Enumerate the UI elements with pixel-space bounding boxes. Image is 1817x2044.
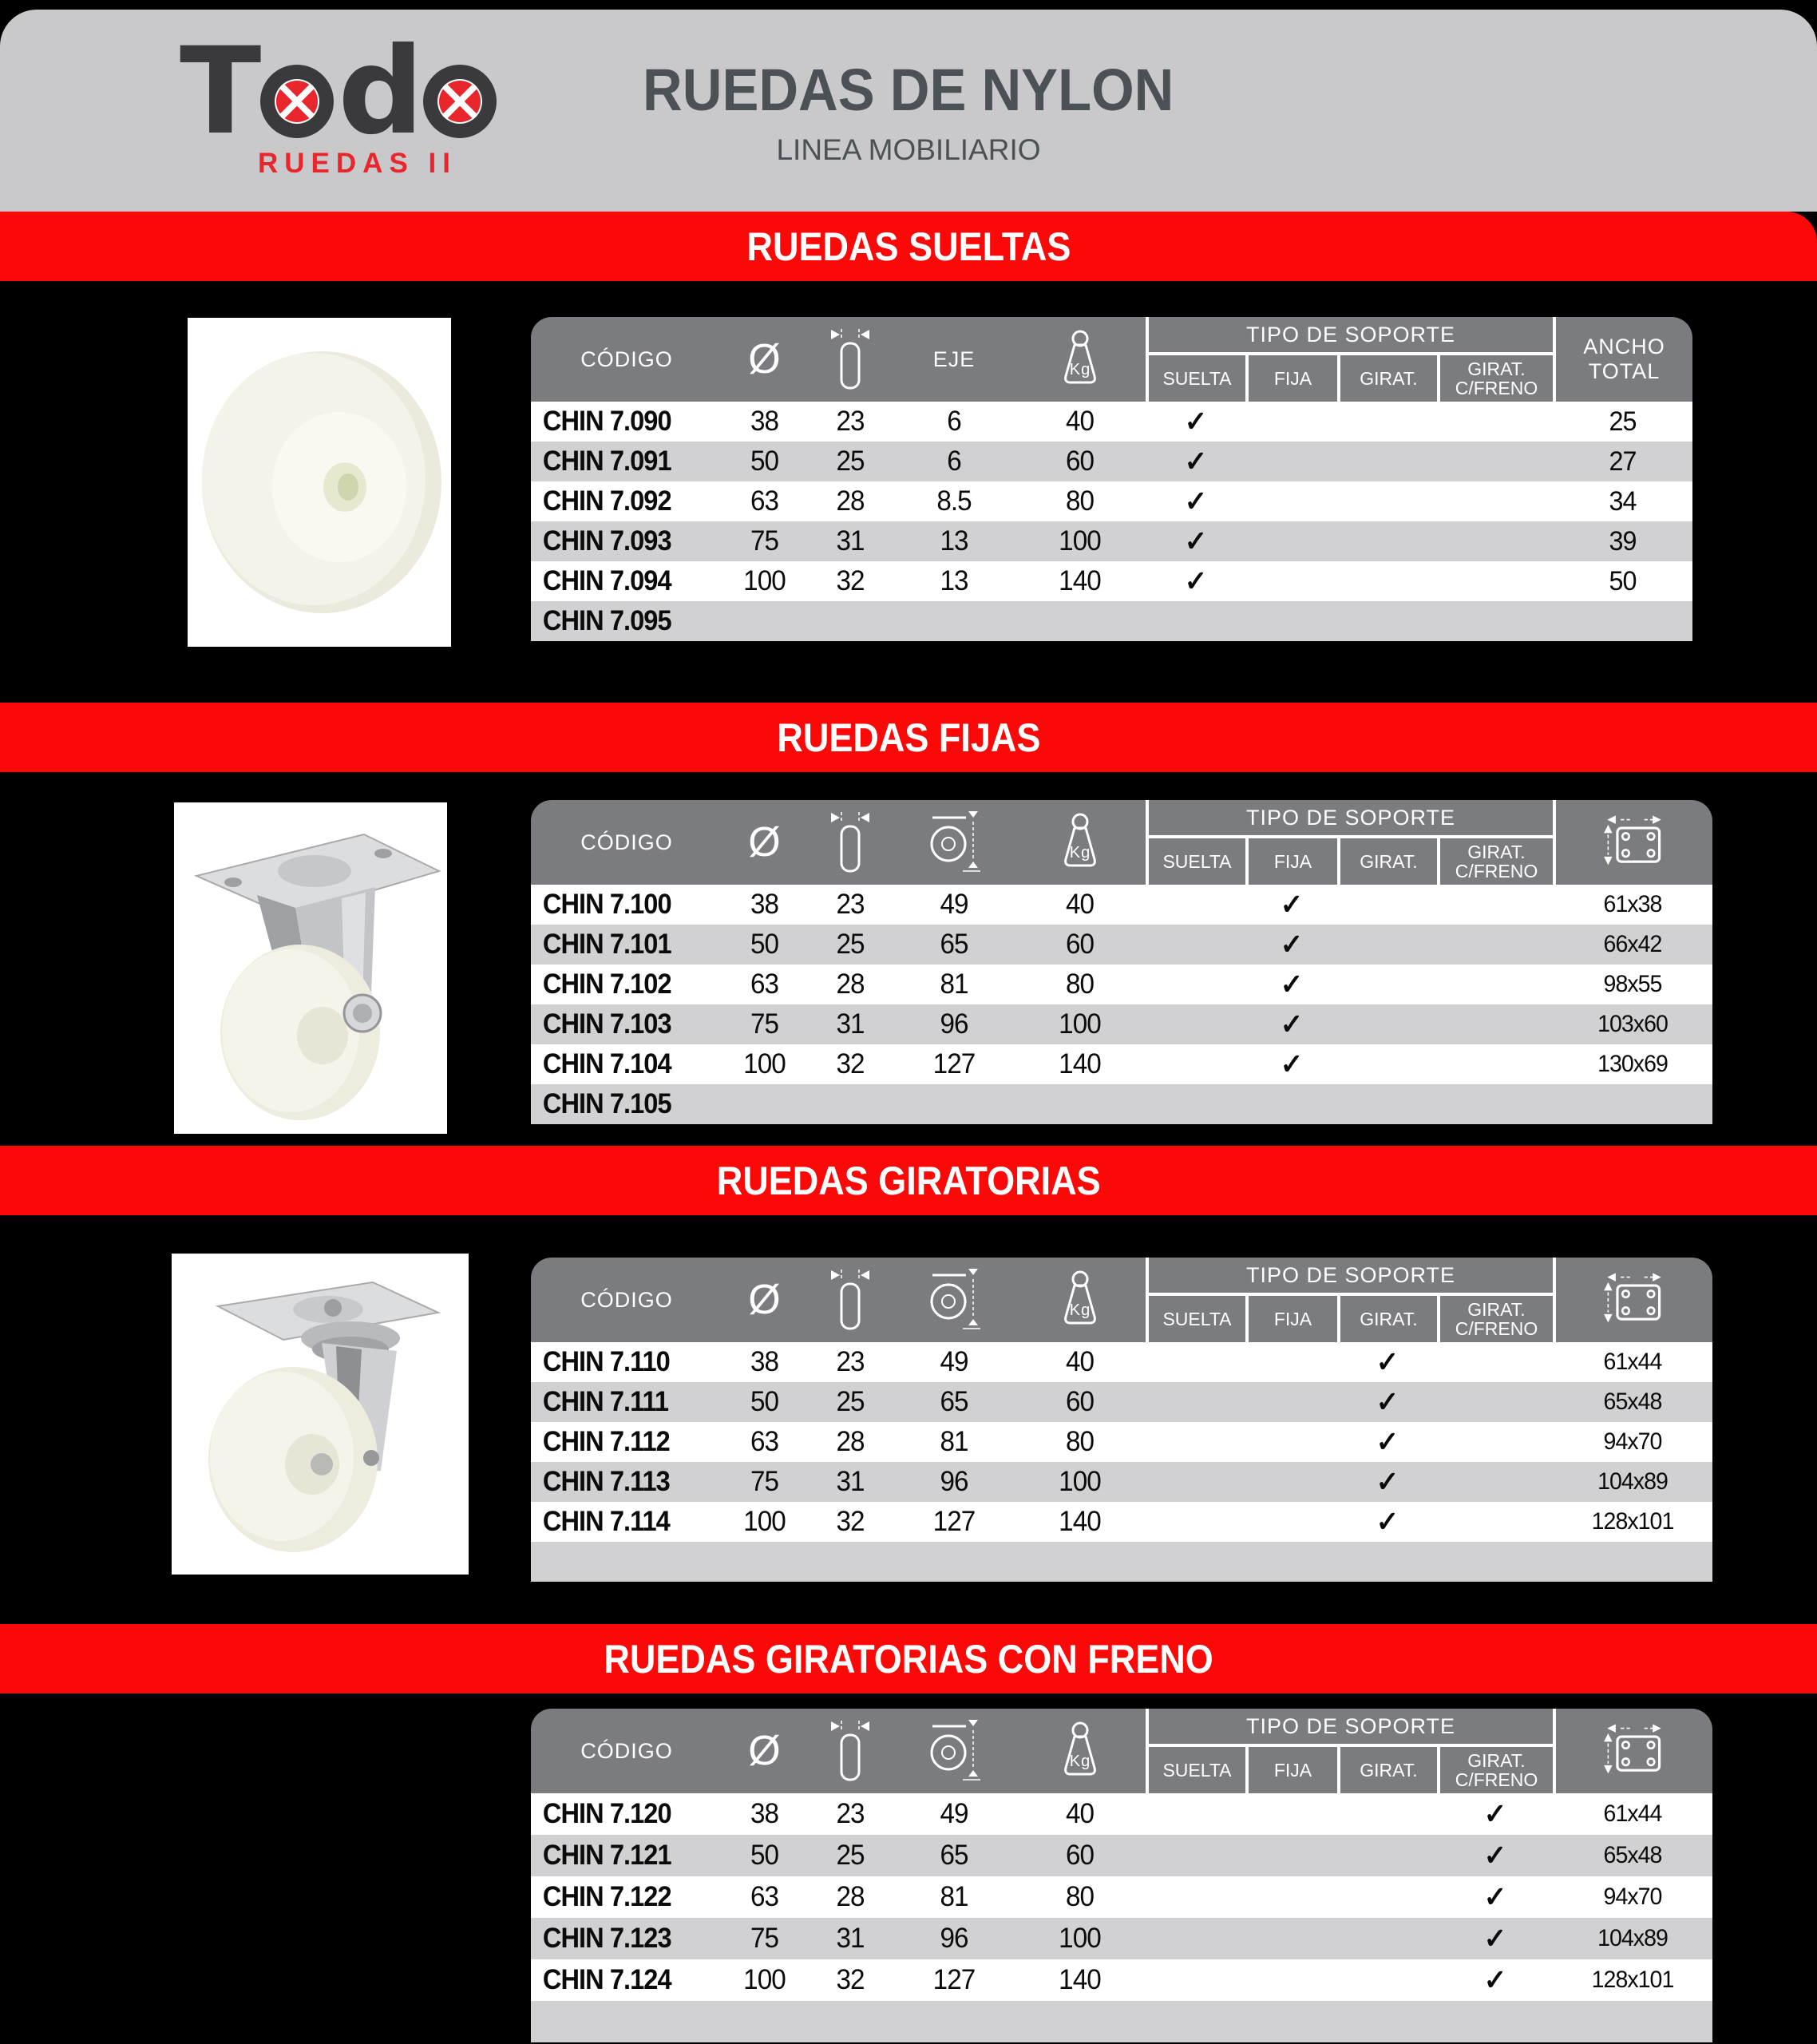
table-row bbox=[531, 1918, 1712, 1959]
value-cell: 75 bbox=[750, 1466, 779, 1497]
value-cell: 31 bbox=[836, 1008, 865, 1040]
table-row bbox=[531, 885, 1712, 925]
column-header-fija: FIJA bbox=[1245, 355, 1337, 402]
code-cell: CHIN 7.121 bbox=[542, 1840, 671, 1871]
column-header-diameter: Ø bbox=[748, 819, 781, 866]
value-cell: 28 bbox=[836, 969, 865, 1000]
value-cell: 6 bbox=[947, 446, 961, 477]
value-cell: 25 bbox=[836, 1386, 865, 1417]
value-cell: 100 bbox=[743, 1964, 786, 1995]
table-ruedas-giratorias bbox=[531, 1258, 1712, 1582]
value-cell: 6 bbox=[947, 406, 961, 437]
table-ruedas-fijas bbox=[531, 800, 1712, 1124]
value-cell: 50 bbox=[750, 446, 779, 477]
code-cell: CHIN 7.101 bbox=[542, 929, 671, 960]
column-header-load bbox=[1014, 800, 1146, 885]
support-check-cell: ✓ bbox=[1184, 445, 1207, 477]
table-row bbox=[531, 1876, 1712, 1918]
mounting-height-icon bbox=[928, 810, 980, 874]
dimension-cell: 103x60 bbox=[1597, 1011, 1668, 1037]
value-cell: 127 bbox=[932, 1048, 976, 1079]
code-cell: CHIN 7.095 bbox=[542, 605, 671, 636]
column-header-load bbox=[1014, 1709, 1146, 1793]
value-cell: 23 bbox=[836, 1798, 865, 1829]
column-header-width bbox=[806, 317, 894, 402]
value-cell: 100 bbox=[743, 565, 786, 596]
table-ruedas-sueltas bbox=[531, 317, 1692, 641]
column-header-ancho-total bbox=[1553, 317, 1692, 402]
load-capacity-icon bbox=[1055, 1720, 1106, 1782]
dimension-cell: 25 bbox=[1609, 406, 1637, 437]
value-cell: 49 bbox=[940, 1346, 968, 1377]
section-banner-ruedas-fijas bbox=[0, 703, 1817, 772]
code-cell: CHIN 7.112 bbox=[542, 1426, 670, 1457]
value-cell: 81 bbox=[940, 1426, 968, 1457]
value-cell: 38 bbox=[750, 406, 779, 437]
column-header-girat: GIRAT. bbox=[1337, 1747, 1437, 1793]
dimension-cell: 94x70 bbox=[1603, 1884, 1662, 1910]
table-row bbox=[531, 1084, 1712, 1124]
value-cell: 140 bbox=[1059, 1964, 1101, 1995]
column-header-width bbox=[806, 800, 894, 885]
dimension-cell: 61x44 bbox=[1603, 1800, 1662, 1827]
table-row bbox=[531, 1422, 1712, 1462]
value-cell: 60 bbox=[1065, 1386, 1095, 1417]
dimension-cell: 66x42 bbox=[1603, 931, 1662, 957]
value-cell: 50 bbox=[750, 1840, 779, 1871]
table-row bbox=[531, 1462, 1712, 1502]
column-header-suelta: SUELTA bbox=[1146, 1747, 1245, 1793]
column-header-suelta: SUELTA bbox=[1146, 355, 1245, 402]
support-check-cell: ✓ bbox=[1483, 1963, 1506, 1996]
value-cell: 25 bbox=[836, 929, 865, 960]
value-cell: 25 bbox=[836, 1840, 865, 1871]
table-body bbox=[531, 885, 1712, 1124]
column-header-suelta: SUELTA bbox=[1146, 1296, 1245, 1342]
support-check-cell: ✓ bbox=[1376, 1505, 1399, 1538]
value-cell: 81 bbox=[940, 969, 968, 1000]
table-header bbox=[531, 317, 1692, 402]
value-cell: 75 bbox=[750, 525, 779, 557]
table-row bbox=[531, 1044, 1712, 1084]
column-header-girat-freno-line2: C/FRENO bbox=[1455, 378, 1538, 398]
wheel-width-icon bbox=[829, 1719, 871, 1783]
product-photo-loose-wheel bbox=[188, 318, 451, 647]
value-cell: 32 bbox=[836, 565, 865, 596]
code-cell: CHIN 7.122 bbox=[542, 1881, 671, 1912]
support-check-cell: ✓ bbox=[1280, 1048, 1303, 1080]
mounting-height-icon bbox=[928, 1719, 980, 1783]
code-cell: CHIN 7.123 bbox=[542, 1923, 671, 1954]
column-header-tipo-de-soporte: TIPO DE SOPORTE bbox=[1146, 317, 1553, 355]
column-header-width bbox=[806, 1258, 894, 1342]
table-row bbox=[531, 442, 1692, 481]
section-banner-ruedas-sueltas bbox=[0, 212, 1817, 281]
table-row bbox=[531, 1793, 1712, 1835]
section-banner-label: RUEDAS FIJAS bbox=[776, 715, 1041, 760]
value-cell: 40 bbox=[1065, 1798, 1095, 1829]
column-header-diameter: Ø bbox=[748, 1728, 781, 1774]
code-cell: CHIN 7.090 bbox=[542, 406, 671, 437]
support-check-cell: ✓ bbox=[1280, 928, 1303, 961]
value-cell: 8.5 bbox=[936, 485, 972, 517]
column-header-girat-freno-line2: C/FRENO bbox=[1455, 1318, 1538, 1339]
plate-dimensions-icon bbox=[1602, 814, 1666, 870]
value-cell: 80 bbox=[1065, 969, 1095, 1000]
table-row bbox=[531, 1342, 1712, 1382]
column-header-girat: GIRAT. bbox=[1337, 1296, 1437, 1342]
value-cell: 32 bbox=[836, 1964, 865, 1995]
svg-text:Kg: Kg bbox=[1069, 1753, 1091, 1770]
code-cell: CHIN 7.120 bbox=[542, 1798, 671, 1829]
value-cell: 75 bbox=[750, 1923, 779, 1954]
plate-dimensions-icon bbox=[1602, 1272, 1666, 1328]
page-title: RUEDAS DE NYLON bbox=[643, 57, 1174, 123]
column-header-girat-freno-line1: GIRAT. bbox=[1467, 841, 1526, 862]
section-banner-label: RUEDAS GIRATORIAS CON FRENO bbox=[604, 1636, 1213, 1682]
table-row bbox=[531, 521, 1692, 561]
value-cell: 40 bbox=[1065, 1346, 1095, 1377]
value-cell: 38 bbox=[750, 1798, 779, 1829]
column-header-girat-freno-line2: C/FRENO bbox=[1455, 1769, 1538, 1790]
value-cell: 23 bbox=[836, 406, 865, 437]
column-header-eje: EJE bbox=[932, 347, 976, 371]
table-row bbox=[531, 1542, 1712, 1582]
page-header bbox=[0, 10, 1817, 212]
code-cell: CHIN 7.113 bbox=[542, 1466, 670, 1497]
value-cell: 50 bbox=[750, 1386, 779, 1417]
code-cell: CHIN 7.105 bbox=[542, 1088, 671, 1119]
column-header-height bbox=[894, 800, 1014, 885]
table-body bbox=[531, 402, 1692, 641]
code-cell: CHIN 7.102 bbox=[542, 969, 671, 1000]
table-row bbox=[531, 1502, 1712, 1542]
table-row bbox=[531, 1959, 1712, 2001]
code-cell: CHIN 7.093 bbox=[542, 525, 671, 557]
section-banner-ruedas-giratorias-con-freno bbox=[0, 1624, 1817, 1693]
value-cell: 100 bbox=[743, 1048, 786, 1079]
value-cell: 40 bbox=[1065, 406, 1095, 437]
value-cell: 80 bbox=[1065, 1881, 1095, 1912]
column-header-codigo: CÓDIGO bbox=[580, 1287, 673, 1312]
value-cell: 81 bbox=[940, 1881, 968, 1912]
value-cell: 50 bbox=[750, 929, 779, 960]
column-header-girat-freno-line1: GIRAT. bbox=[1467, 1298, 1526, 1320]
column-header-girat: GIRAT. bbox=[1337, 355, 1437, 402]
value-cell: 63 bbox=[750, 1881, 779, 1912]
value-cell: 60 bbox=[1065, 1840, 1095, 1871]
support-check-cell: ✓ bbox=[1483, 1880, 1506, 1913]
column-header-tipo-de-soporte: TIPO DE SOPORTE bbox=[1146, 800, 1553, 838]
support-check-cell: ✓ bbox=[1483, 1922, 1506, 1955]
value-cell: 75 bbox=[750, 1008, 779, 1040]
value-cell: 13 bbox=[940, 525, 968, 557]
column-header-diameter: Ø bbox=[748, 336, 781, 382]
code-cell: CHIN 7.114 bbox=[542, 1506, 670, 1537]
value-cell: 40 bbox=[1065, 889, 1095, 920]
column-header-girat-freno-line1: GIRAT. bbox=[1467, 358, 1526, 379]
value-cell: 38 bbox=[750, 889, 779, 920]
brand-logo-subtitle: RUEDAS II bbox=[258, 148, 457, 179]
dimension-cell: 130x69 bbox=[1597, 1051, 1668, 1077]
value-cell: 28 bbox=[836, 485, 865, 517]
column-header-fija: FIJA bbox=[1245, 1747, 1337, 1793]
logo-letter-d: d bbox=[338, 22, 419, 161]
code-cell: CHIN 7.091 bbox=[542, 446, 671, 477]
support-check-cell: ✓ bbox=[1376, 1345, 1399, 1378]
table-row bbox=[531, 601, 1692, 641]
value-cell: 38 bbox=[750, 1346, 779, 1377]
column-header-girat-freno bbox=[1437, 1296, 1553, 1342]
dimension-cell: 65x48 bbox=[1603, 1388, 1662, 1415]
value-cell: 100 bbox=[1059, 1923, 1101, 1954]
value-cell: 140 bbox=[1059, 1506, 1101, 1537]
mounting-height-icon bbox=[928, 1268, 980, 1332]
table-row bbox=[531, 2001, 1712, 2042]
table-body bbox=[531, 1342, 1712, 1582]
support-check-cell: ✓ bbox=[1184, 564, 1207, 597]
value-cell: 140 bbox=[1059, 565, 1101, 596]
column-header-load bbox=[1014, 317, 1146, 402]
value-cell: 65 bbox=[940, 1840, 968, 1871]
value-cell: 96 bbox=[940, 1466, 968, 1497]
svg-text:Kg: Kg bbox=[1069, 844, 1091, 862]
dimension-cell: 104x89 bbox=[1597, 1468, 1668, 1495]
code-cell: CHIN 7.104 bbox=[542, 1048, 671, 1079]
svg-text:Kg: Kg bbox=[1069, 361, 1091, 378]
table-body bbox=[531, 1793, 1712, 2042]
section-banner-label: RUEDAS GIRATORIAS bbox=[716, 1158, 1101, 1203]
support-check-cell: ✓ bbox=[1184, 485, 1207, 517]
table-row bbox=[531, 1004, 1712, 1044]
support-check-cell: ✓ bbox=[1280, 968, 1303, 1000]
column-header-ancho-line2: TOTAL bbox=[1588, 359, 1661, 383]
support-check-cell: ✓ bbox=[1280, 1008, 1303, 1040]
value-cell: 13 bbox=[940, 565, 968, 596]
column-header-girat-freno bbox=[1437, 838, 1553, 885]
value-cell: 31 bbox=[836, 525, 865, 557]
column-header-height bbox=[894, 1258, 1014, 1342]
table-header bbox=[531, 800, 1712, 885]
section-banner-ruedas-giratorias bbox=[0, 1146, 1817, 1215]
column-header-codigo: CÓDIGO bbox=[580, 1738, 673, 1763]
wheel-width-icon bbox=[829, 327, 871, 391]
value-cell: 127 bbox=[932, 1964, 976, 1995]
value-cell: 49 bbox=[940, 1798, 968, 1829]
value-cell: 23 bbox=[836, 1346, 865, 1377]
column-header-girat: GIRAT. bbox=[1337, 838, 1437, 885]
product-photo-swivel-caster bbox=[172, 1254, 469, 1575]
value-cell: 49 bbox=[940, 889, 968, 920]
load-capacity-icon bbox=[1055, 811, 1106, 873]
svg-text:Kg: Kg bbox=[1069, 1301, 1091, 1319]
value-cell: 32 bbox=[836, 1506, 865, 1537]
dimension-cell: 27 bbox=[1609, 446, 1637, 477]
code-cell: CHIN 7.100 bbox=[542, 889, 671, 920]
section-banner-label: RUEDAS SUELTAS bbox=[746, 224, 1071, 269]
column-header-width bbox=[806, 1709, 894, 1793]
value-cell: 96 bbox=[940, 1923, 968, 1954]
table-row bbox=[531, 1382, 1712, 1422]
table-row bbox=[531, 965, 1712, 1004]
value-cell: 80 bbox=[1065, 485, 1095, 517]
dimension-cell: 128x101 bbox=[1591, 1508, 1674, 1535]
value-cell: 31 bbox=[836, 1466, 865, 1497]
dimension-cell: 98x55 bbox=[1603, 971, 1662, 997]
wheel-width-icon bbox=[829, 1268, 871, 1332]
dimension-cell: 34 bbox=[1609, 485, 1637, 517]
support-check-cell: ✓ bbox=[1184, 525, 1207, 557]
column-header-girat-freno-line1: GIRAT. bbox=[1467, 1749, 1526, 1771]
value-cell: 60 bbox=[1065, 929, 1095, 960]
table-ruedas-giratorias-con-freno bbox=[531, 1709, 1712, 2042]
column-header-plate-dimensions bbox=[1553, 1258, 1712, 1342]
value-cell: 100 bbox=[1059, 1466, 1101, 1497]
column-header-plate-dimensions bbox=[1553, 800, 1712, 885]
support-check-cell: ✓ bbox=[1483, 1839, 1506, 1872]
value-cell: 63 bbox=[750, 1426, 779, 1457]
code-cell: CHIN 7.092 bbox=[542, 485, 671, 517]
table-header bbox=[531, 1709, 1712, 1793]
column-header-codigo: CÓDIGO bbox=[580, 347, 673, 371]
dimension-cell: 104x89 bbox=[1597, 1925, 1668, 1951]
value-cell: 96 bbox=[940, 1008, 968, 1040]
code-cell: CHIN 7.111 bbox=[542, 1386, 669, 1417]
value-cell: 65 bbox=[940, 1386, 968, 1417]
support-check-cell: ✓ bbox=[1184, 405, 1207, 438]
support-check-cell: ✓ bbox=[1376, 1465, 1399, 1498]
column-header-tipo-de-soporte: TIPO DE SOPORTE bbox=[1146, 1258, 1553, 1296]
header-titles bbox=[0, 56, 1817, 167]
load-capacity-icon bbox=[1055, 328, 1106, 390]
value-cell: 28 bbox=[836, 1881, 865, 1912]
support-check-cell: ✓ bbox=[1376, 1385, 1399, 1418]
value-cell: 100 bbox=[1059, 1008, 1101, 1040]
load-capacity-icon bbox=[1055, 1269, 1106, 1331]
table-row bbox=[531, 402, 1692, 442]
dimension-cell: 50 bbox=[1609, 565, 1637, 596]
column-header-suelta: SUELTA bbox=[1146, 838, 1245, 885]
value-cell: 31 bbox=[836, 1923, 865, 1954]
column-header-tipo-de-soporte: TIPO DE SOPORTE bbox=[1146, 1709, 1553, 1747]
dimension-cell: 128x101 bbox=[1591, 1967, 1674, 1993]
column-header-fija: FIJA bbox=[1245, 838, 1337, 885]
value-cell: 60 bbox=[1065, 446, 1095, 477]
value-cell: 100 bbox=[743, 1506, 786, 1537]
column-header-height bbox=[894, 1709, 1014, 1793]
wheel-width-icon bbox=[829, 810, 871, 874]
column-header-fija: FIJA bbox=[1245, 1296, 1337, 1342]
code-cell: CHIN 7.103 bbox=[542, 1008, 671, 1040]
page-subtitle: LINEA MOBILIARIO bbox=[776, 133, 1041, 166]
value-cell: 127 bbox=[932, 1506, 976, 1537]
column-header-codigo: CÓDIGO bbox=[580, 830, 673, 854]
product-photo-fixed-caster bbox=[174, 802, 447, 1134]
value-cell: 23 bbox=[836, 889, 865, 920]
support-check-cell: ✓ bbox=[1483, 1797, 1506, 1830]
support-check-cell: ✓ bbox=[1376, 1425, 1399, 1458]
plate-dimensions-icon bbox=[1602, 1723, 1666, 1779]
value-cell: 25 bbox=[836, 446, 865, 477]
value-cell: 63 bbox=[750, 969, 779, 1000]
column-header-ancho-line1: ANCHO bbox=[1583, 334, 1665, 358]
table-row bbox=[531, 561, 1692, 601]
code-cell: CHIN 7.110 bbox=[542, 1346, 670, 1377]
logo-letter-t: T bbox=[180, 22, 257, 161]
support-check-cell: ✓ bbox=[1280, 888, 1303, 921]
code-cell: CHIN 7.124 bbox=[542, 1964, 671, 1995]
value-cell: 65 bbox=[940, 929, 968, 960]
column-header-plate-dimensions bbox=[1553, 1709, 1712, 1793]
value-cell: 32 bbox=[836, 1048, 865, 1079]
code-cell: CHIN 7.094 bbox=[542, 565, 671, 596]
column-header-girat-freno bbox=[1437, 355, 1553, 402]
dimension-cell: 61x38 bbox=[1603, 891, 1662, 917]
dimension-cell: 94x70 bbox=[1603, 1428, 1662, 1455]
value-cell: 63 bbox=[750, 485, 779, 517]
table-row bbox=[531, 925, 1712, 965]
value-cell: 100 bbox=[1059, 525, 1101, 557]
dimension-cell: 61x44 bbox=[1603, 1349, 1662, 1375]
table-row bbox=[531, 481, 1692, 521]
dimension-cell: 39 bbox=[1609, 525, 1637, 557]
column-header-girat-freno-line2: C/FRENO bbox=[1455, 861, 1538, 881]
dimension-cell: 65x48 bbox=[1603, 1842, 1662, 1868]
table-header bbox=[531, 1258, 1712, 1342]
column-header-girat-freno bbox=[1437, 1747, 1553, 1793]
column-header-load bbox=[1014, 1258, 1146, 1342]
column-header-diameter: Ø bbox=[748, 1277, 781, 1323]
value-cell: 28 bbox=[836, 1426, 865, 1457]
table-row bbox=[531, 1835, 1712, 1876]
value-cell: 140 bbox=[1059, 1048, 1101, 1079]
value-cell: 80 bbox=[1065, 1426, 1095, 1457]
